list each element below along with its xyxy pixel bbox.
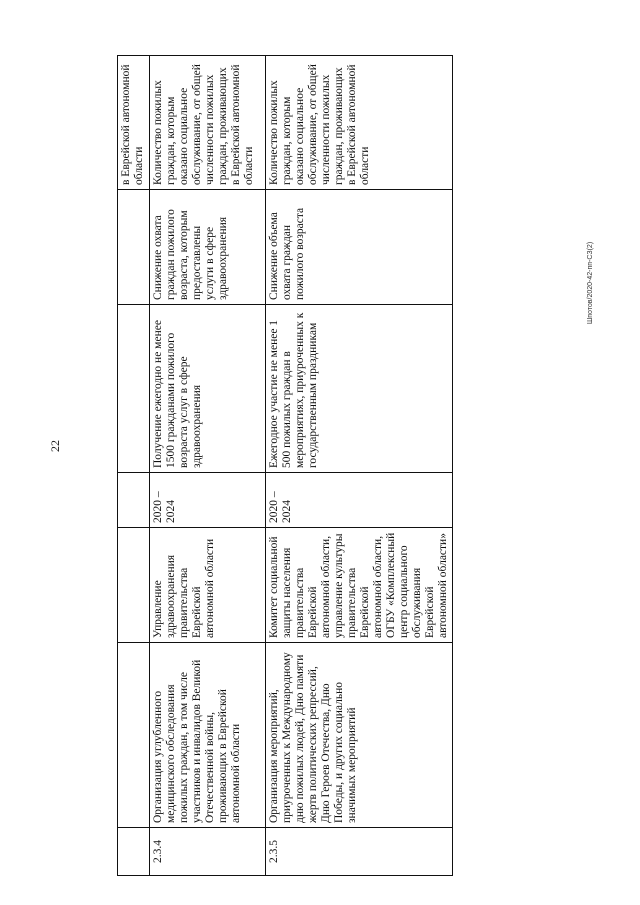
cell-no-empty bbox=[118, 828, 150, 876]
cell-risk-empty bbox=[118, 190, 150, 305]
cell-executor: Управление здравоохранения правительства Еврейской автономной области bbox=[150, 528, 266, 643]
table-row bbox=[266, 56, 453, 876]
table-row bbox=[150, 56, 266, 876]
cell-name: Организация углубленного медицинского обследования пожилых граждан, в том числе участников и инвалидов Великой Отечественной войны, проживающих в Еврейской автономной области bbox=[150, 643, 266, 828]
cell-no: 2.3.5 bbox=[266, 828, 453, 876]
cell-executor: Комитет социальной защиты населения правительства Еврейской автономной области, управление культуры правительства Еврейской автономной области, ОГБУ «Комплексный центр социального обслуживания Еврейской автономной области» bbox=[266, 528, 453, 643]
measures-table bbox=[117, 55, 453, 876]
cell-risk: Снижение объема охвата граждан пожилого возраста bbox=[266, 190, 453, 305]
cell-term-empty bbox=[118, 473, 150, 528]
cell-result: Получение ежегодно не менее 1500 гражданами пожилого возраста услуг в сфере здравоохранения bbox=[150, 305, 266, 473]
cell-no: 2.3.4 bbox=[150, 828, 266, 876]
cell-name-empty bbox=[118, 643, 150, 828]
page-number: 22 bbox=[48, 440, 62, 452]
cell-result: Ежегодное участие не менее 1 500 пожилых граждан в мероприятиях, приуроченных к государственным праздникам bbox=[266, 305, 453, 473]
cell-executor-empty bbox=[118, 528, 150, 643]
cell-risk: Снижение охвата граждан пожилого возраста, которым предоставлены услуги в сфере здравоохранения bbox=[150, 190, 266, 305]
cell-indicator: Количество пожилых граждан, которым оказано социальное обслуживание, от общей численности пожилых граждан, проживающих в Еврейской автономной области bbox=[150, 56, 266, 190]
table-row-continuation bbox=[118, 56, 150, 876]
cell-result-empty bbox=[118, 305, 150, 473]
cell-indicator-continuation: в Еврейской автономной области bbox=[118, 56, 150, 190]
cell-name: Организация мероприятий, приуроченных к Международному дню пожилых людей, Дню памяти жертв политических репрессий, Дню Героев Отечества, Дню Победы, и других социально значимых мероприятий bbox=[266, 643, 453, 828]
cell-indicator: Количество пожилых граждан, которым оказано социальное обслуживание, от общей численности пожилых граждан, проживающих в Еврейской автономной области bbox=[266, 56, 453, 190]
rotated-table-frame bbox=[117, 56, 449, 876]
cell-term: 2020 – 2024 bbox=[266, 473, 453, 528]
document-footer-code: Шпотов/2020-42-пп-СЗ(2) bbox=[587, 241, 594, 325]
cell-term: 2020 – 2024 bbox=[150, 473, 266, 528]
